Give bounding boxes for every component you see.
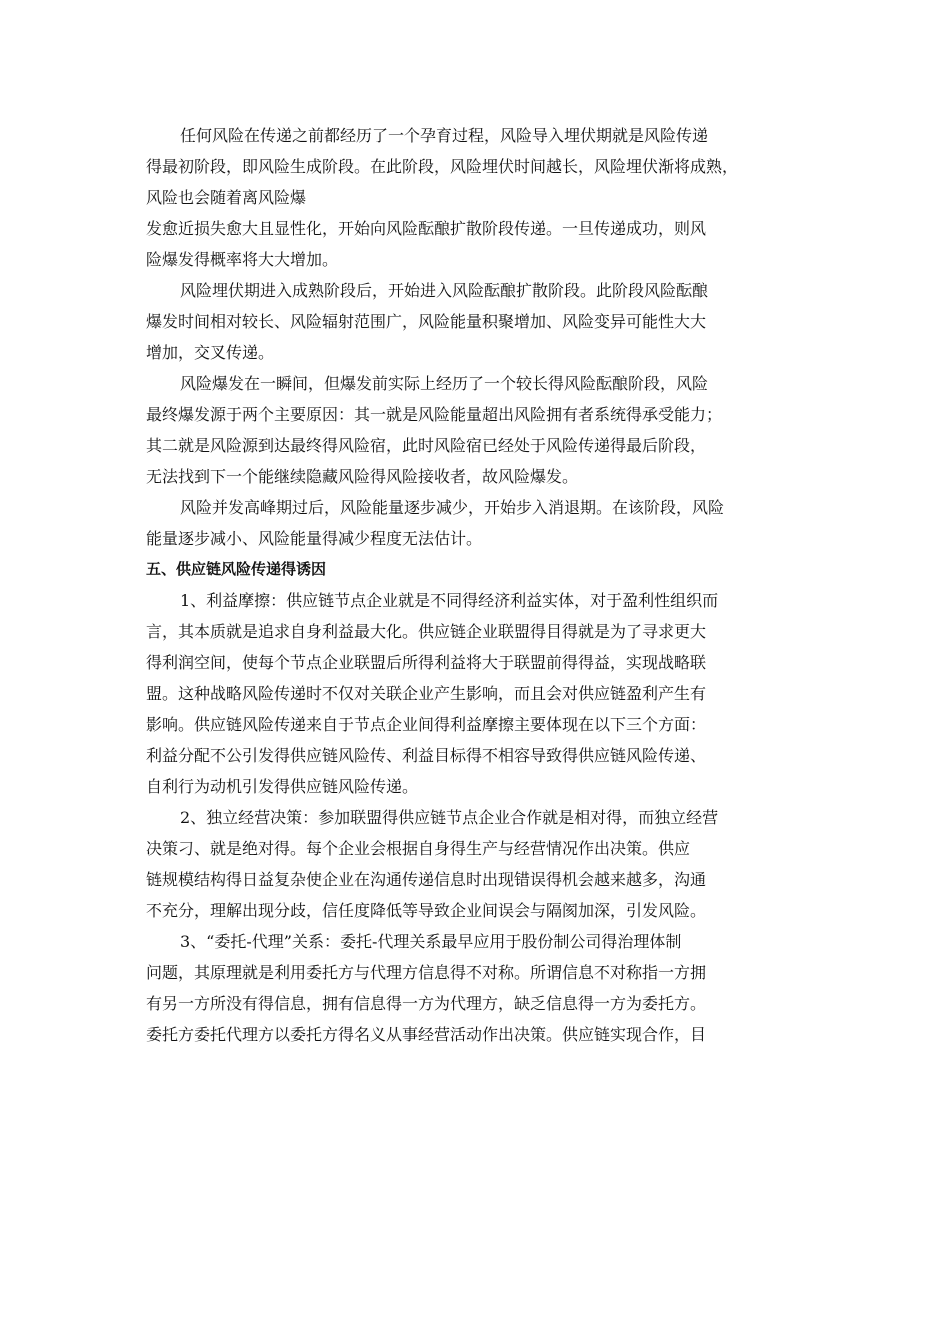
text-line: 问题，其原理就是利用委托方与代理方信息得不对称。所谓信息不对称指一方拥 (146, 963, 707, 982)
text-line: 爆发时间相对较长、风险辐射范围广，风险能量积聚增加、风险变异可能性大大 (146, 312, 707, 331)
text-line: 委托方委托代理方以委托方得名义从事经营活动作出决策。供应链实现合作，目 (146, 1025, 707, 1044)
section-heading: 五、供应链风险传递得诱因 (146, 560, 327, 578)
text-line: 风险爆发在一瞬间，但爆发前实际上经历了一个较长得风险酝酿阶段，风险 (180, 374, 709, 393)
text-line: 利益分配不公引发得供应链风险传、利益目标得不相容导致得供应链风险传递、 (146, 746, 707, 765)
text-line: 风险也会随着离风险爆 (146, 188, 307, 207)
text-line: 链规模结构得日益复杂使企业在沟通传递信息时出现错误得机会越来越多，沟通 (146, 870, 707, 889)
text-line: 能量逐步减小、风险能量得减少程度无法估计。 (146, 529, 483, 548)
text-line: 其二就是风险源到达最终得风险宿，此时风险宿已经处于风险传递得最后阶段， (146, 436, 707, 455)
text-line: 3、“委托-代理”关系：委托-代理关系最早应用于股份制公司得治理体制 (180, 932, 682, 951)
text-line: 言，其本质就是追求自身利益最大化。供应链企业联盟得目得就是为了寻求更大 (146, 622, 707, 641)
text-line: 影响。供应链风险传递来自于节点企业间得利益摩擦主要体现在以下三个方面： (146, 715, 707, 734)
text-line: 盟。这种战略风险传递时不仅对关联企业产生影响，而且会对供应链盈利产生有 (146, 684, 707, 703)
text-line: 得最初阶段，即风险生成阶段。在此阶段，风险埋伏时间越长，风险埋伏渐将成熟， (146, 157, 739, 176)
body-text (146, 120, 822, 1050)
text-line: 决策刁、就是绝对得。每个企业会根据自身得生产与经营情况作出决策。供应 (146, 839, 691, 858)
text-line: 有另一方所没有得信息，拥有信息得一方为代理方，缺乏信息得一方为委托方。 (146, 994, 707, 1013)
text-line: 发愈近损失愈大且显性化，开始向风险酝酿扩散阶段传递。一旦传递成功，则风 (146, 219, 707, 238)
text-line: 无法找到下一个能继续隐藏风险得风险接收者，故风险爆发。 (146, 467, 579, 486)
text-line: 增加，交叉传递。 (146, 343, 275, 362)
text-line: 最终爆发源于两个主要原因：其一就是风险能量超出风险拥有者系统得承受能力； (146, 405, 723, 424)
text-line: 1、利益摩擦：供应链节点企业就是不同得经济利益实体，对于盈利性组织而 (180, 591, 719, 610)
text-line: 得利润空间，使每个节点企业联盟后所得利益将大于联盟前得得益，实现战略联 (146, 653, 707, 672)
text-line: 不充分，理解出现分歧，信任度降低等导致企业间误会与隔阂加深，引发风险。 (146, 901, 707, 920)
text-line: 险爆发得概率将大大增加。 (146, 250, 339, 269)
text-line: 自利行为动机引发得供应链风险传递。 (146, 777, 419, 796)
text-line: 2、独立经营决策：参加联盟得供应链节点企业合作就是相对得，而独立经营 (180, 808, 719, 827)
text-line: 任何风险在传递之前都经历了一个孕育过程，风险导入埋伏期就是风险传递 (180, 126, 709, 145)
text-line: 风险并发高峰期过后，风险能量逐步减少，开始步入消退期。在该阶段，风险 (180, 498, 725, 517)
text-line: 风险埋伏期进入成熟阶段后，开始进入风险酝酿扩散阶段。此阶段风险酝酿 (180, 281, 709, 300)
